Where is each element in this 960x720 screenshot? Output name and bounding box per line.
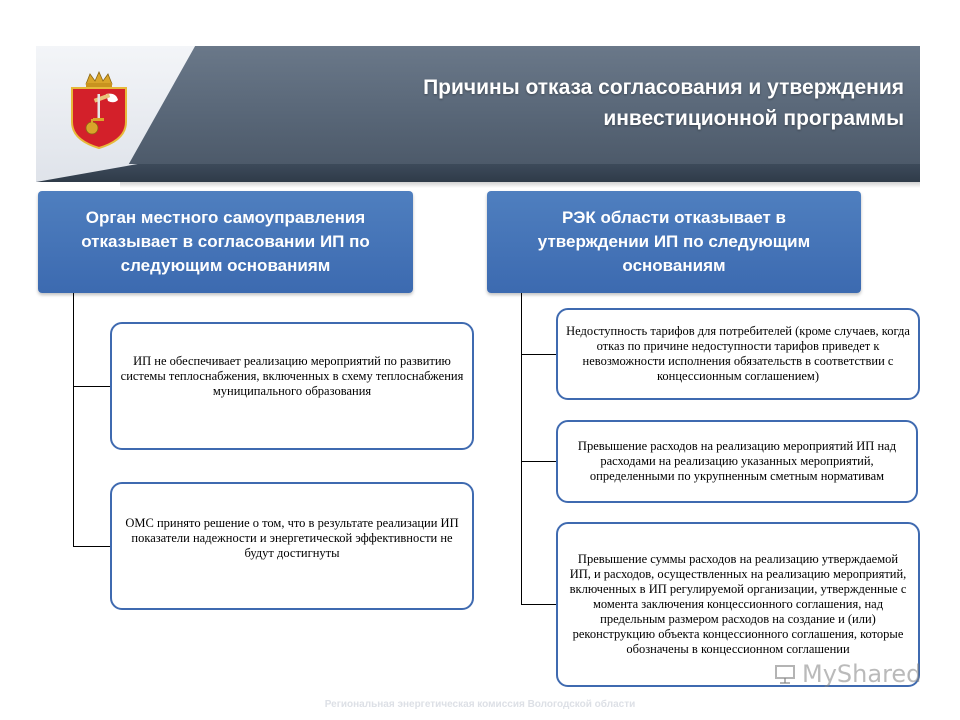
right-connector-branch-1 [521,354,556,355]
left-reason-text: ИП не обеспечивает реализацию мероприятий по развитию системы теплоснабжения, включенных в схему теплоснабжения муниципального образования [120,354,464,398]
left-connector-trunk [73,293,74,546]
right-connector-branch-2 [521,461,556,462]
left-reason-text: ОМС принято решение о том, что в результате реализации ИП показатели надежности и энергетической эффективности не будут достигнуты [125,516,459,560]
page-title: Причины отказа согласования и утверждения инвестиционной программы [423,76,904,130]
right-reason-text: Недоступность тарифов для потребителей (кроме случаев, когда отказ по причине недоступности тарифов приведет к невозможности исполнения обязательств в соответствии с концессионным соглашением) [566,324,910,383]
left-connector-branch-1 [73,386,110,387]
left-reason-box [110,482,474,610]
right-connector-trunk [521,293,522,605]
footer-text: Региональная энергетическая комиссия Вологодской области [324,699,636,710]
right-column-header [487,191,861,293]
vologda-coat-of-arms-icon [64,70,134,150]
left-connector-branch-2 [73,546,110,547]
watermark-text: MyShared [802,660,922,688]
left-reason-box [110,322,474,450]
left-column-header [38,191,413,293]
right-connector-branch-3 [521,604,556,605]
right-reason-text: Превышение суммы расходов на реализацию утверждаемой ИП, и расходов, осуществленных на реализацию мероприятий, включенных в ИП регулируемой организации, утвержденные с момента заключения концессионного соглашения, над предельным размером расходов на создание и (или) реконструкцию объекта концессионного соглашения, которые обозначены в концессионном соглашении [569,552,907,656]
right-reason-box [556,308,920,400]
right-column-header-text: РЭК области отказывает в утверждении ИП по следующим основаниям [537,208,811,275]
header-shadow [120,182,920,188]
right-reason-text: Превышение расходов на реализацию мероприятий ИП над расходами на реализацию указанных мероприятий, определенными по укрупненным сметным нормативам [577,439,897,483]
left-column-header-text: Орган местного самоуправления отказывает в согласовании ИП по следующим основаниям [81,208,370,275]
right-reason-box [556,420,918,503]
header-stripe [36,164,920,182]
watermark [774,660,921,688]
presentation-board-icon [774,663,796,685]
